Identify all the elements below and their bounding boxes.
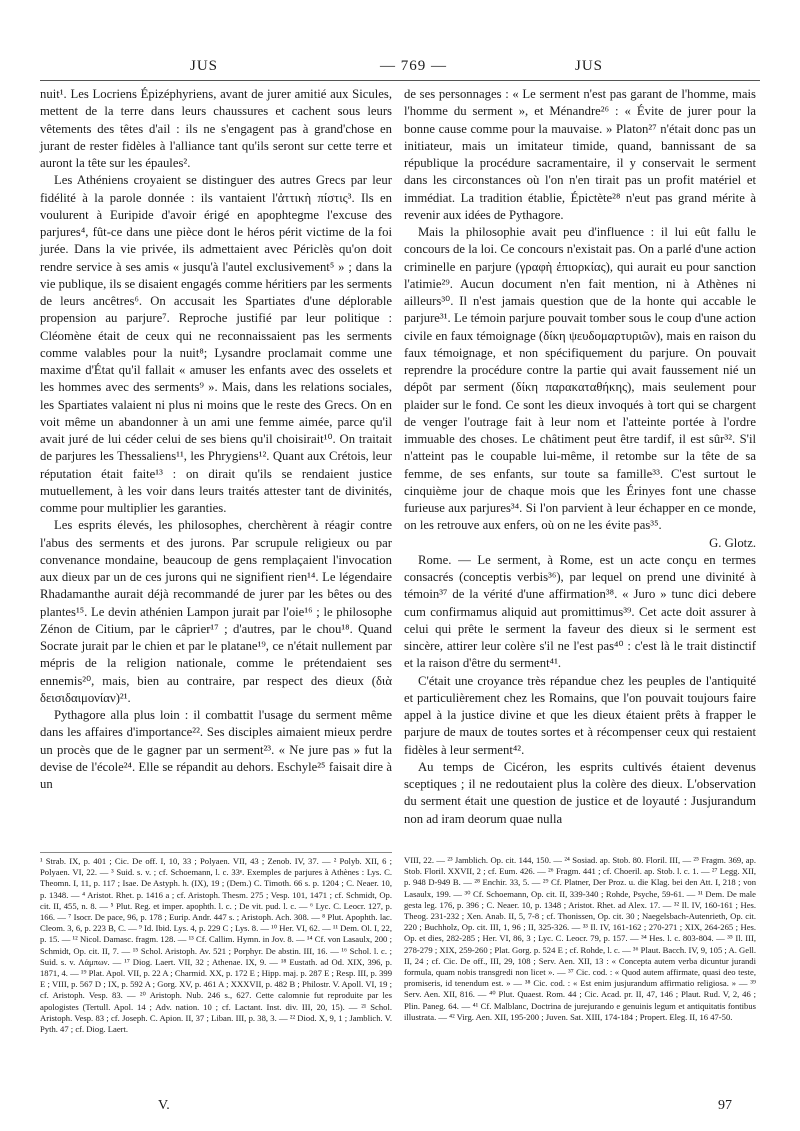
paragraph: nuit¹. Les Locriens Épizéphyriens, avant de jurer amitié aux Sicules, mettent de la terre dans leurs chaussures et cachent sous leurs vêtements des têtes d'ail : ils ne s'engagent pas à grand'chose en jurant de rester fidèles à l'alliance tant qu'ils seront sur cette terre et auront la tête sur les épaules². — [40, 87, 392, 170]
paragraph: Au temps de Cicéron, les esprits cultivés étaient devenus sceptiques ; il ne redoutaient plus la colère des dieux. L'observation du serment était une question de justice et de loyauté : Jusjurandum non ad iram deorum quae nulla — [404, 759, 756, 826]
paragraph: Rome. — Le serment, à Rome, est un acte conçu en termes consacrés (conceptis verbis³⁶), par lequel on prend une divinité à témoin³⁷ de la vérité d'une affirmation³⁸. « Juro » tunc dici debere cum confirmamus aliquid aut promittimus³⁹. Cet acte doit assurer à celui qui prête le serment la faveur des dieux si le serment est sincère, attirer leur colère s'il ne l'est pas⁴⁰ : c'est là le trait distinctif et la raison d'être du serment⁴¹. — [404, 552, 756, 671]
sheet-number: 97 — [718, 1098, 732, 1113]
author-signature: G. Glotz. — [709, 535, 756, 550]
header-left-term: JUS — [190, 58, 219, 74]
right-column — [404, 86, 756, 828]
footnotes-right: VIII, 22. — ²³ Jamblich. Op. cit. 144, 150. — ²⁴ Sosiad. ap. Stob. 80. Floril. III, — ²⁵ Fragm. 369, ap. Stob. Floril. XXVII, 2 ; cf. Eum. 426. — ²⁶ Fragm. 441 ; cf. Choeril. ap. Stob. l. c. 1. — ²⁷ Legg. XII, p. 948 D-949 B. — ²⁸ Enchir. 33, 5. — ²⁹ Cf. Platner, Der Proz. u. die Klag. bei den Att. I, 218 ; von Lasaulx, 199. — ³⁰ Cf. Schoemann, Op. cit. II, 339-340 ; Rohde, Psyche, 59-61. — ³¹ Dem. De male gesta leg. 176, p. 396 ; C. Neaer. 10, p. 1348 ; Aristot. Rhet. ad Alex. 17. — ³² Il. IV, 160-161 ; Hes. Theog. 231-232 ; Xen. Anab. II, 5, 7-8 ; cf. Thonissen, Op. cit. 30 ; Naegelsbach-Autenrieth, Op. cit. 220 ; Buchholz, Op. cit. III, 1, 96 ; II, 325-326. — ³³ Il. IV, 161-162 ; 270-271 ; XIX, 264-265 ; Hes. Op. et dies, 282-285 ; Her. VI, 86, 3 ; Lyc. C. Leocr. 79, p. 157. — ³⁴ Hes. l. c. 803-804. — ³⁵ Il. III, 278-279 ; XIX, 259-260 ; Plat. Gorg. p. 524 E ; cf. Rohde, l. c. — ³⁶ Plaut. Bacch. IV, 9, 105 ; A. Gell. II, 24 ; cf. Cic. De off., III, 29, 108 ; Serv. Aen. XII, 13 : « Concepta autem verba dicuntur jurandi formula, quam nobis transgredi non licet ». — ³⁷ Cic. cod. : « Quod autem affirmate, quasi deo teste, promiseris, id tenendum est. » — ³⁸ Cic. cod. : « Est enim jusjurandum affirmatio religiosa. » — ³⁹ Serv. Aen. XII, 816. — ⁴⁰ Plut. Quaest. Rom. 44 ; Cic. Acad. pr. II, 47, 146 ; Plaut. Rud. V, 2, 46 ; Plin. Paneg. 64. — ⁴¹ Cf. Malblanc, Doctrina de jurejurando e genuinis legum et antiquitatis fontibus illustrata. — ⁴² Virg. Aen. XII, 195-200 ; Juven. Sat. XIII, 174-184 ; Propert. Eleg. II, 16 47-50. — [404, 855, 756, 1022]
running-header — [40, 58, 760, 80]
header-right-term: JUS — [575, 58, 604, 74]
left-column — [40, 86, 392, 793]
paragraph: Les esprits élevés, les philosophes, cherchèrent à réagir contre l'abus des serments et des jurons. Par scrupule religieux ou par convenance mondaine, beaucoup de gens remplaçaient l'invocation aux dieux par un de ces jurons qui ne signifient rien¹⁴. Le légendaire Rhadamanthe aurait déjà recommandé de jurer par les bêtes ou des plantes¹⁵. Le devin athénien Lampon jurait par l'oie¹⁶ ; le philosophe Zénon de Citium, par le câprier¹⁷ ; d'autres, par le chou¹⁸. Quand Socrate jurait par le chien et par le platane¹⁹, ce n'était nullement par mépris de la religion nationale, comme le prétendaient ses ennemis²⁰, mais, bien au contraire, par respect des dieux (διὰ δεισιδαιμονίαν)²¹. — [40, 518, 392, 705]
paragraph: Les Athéniens croyaient se distinguer des autres Grecs par leur fidélité à la parole donnée : ils vantaient l'ἀττικὴ πίστις³. Ils en voulurent à Euripide d'avoir érigé en apophtegme l'excuse des parjures⁴, fût-ce dans une pièce dont le héros périt victime de la foi jurée. Dans la vie privée, ils admettaient avec Périclès qu'on doit rendre service à ses amis « jusqu'à l'autel exclusivement⁵ » ; dans la vie publique, ils se disaient engagés comme héritiers par les serments de leurs ancêtres⁶. On accusait les Spartiates d'une déplorable propension au parjure⁷. Reproche justifié par leur politique : Cléomène était de ceux qui ne reconnaissaient pas les serments comme valables pour la nuit⁸; Lysandre proclamait comme une maxime d'État qu'il fallait « amuser les enfants avec des osselets et les hommes avec des serments⁹ ». Mais, dans les relations sociales, les Spartiates valaient ni plus ni moins que le reste des Grecs. On en voit même un abandonner à un ami une femme aimée, parce qu'il avait juré de lui céder celui de ses biens qu'il choisirait¹⁰. On traitait de parjures les Thessaliens¹¹, les Phrygiens¹². Quant aux Crétois, leur réputation était faite¹³ : on dirait qu'ils se rendaient justice mutuellement, à les voir dans leurs traités attester tant de divinités, comme pour multiplier les garanties. — [40, 173, 392, 515]
paragraph: C'était une croyance très répandue chez les peuples de l'antiquité et particulièrement chez les Romains, que l'on pouvait toujours faire appel à la justice divine et que les dieux étaient prêts à frapper le parjure de maux de toutes sortes et à récompenser ceux qui restaient fidèles à leur serment⁴². — [404, 673, 756, 757]
footnotes-left: ¹ Strab. IX, p. 401 ; Cic. De off. I, 10, 33 ; Polyaen. VII, 43 ; Zenob. IV, 37. — ² Polyb. XII, 6 ; Polyaen. VI, 22. — ³ Suid. s. v. ; cf. Schoemann, l. c. 33ᵉ. Exemples de parjures à Athènes : Lys. C. Theomn. I, 11, p. 117 ; Isae. De Astyph. h. (IX), 19 ; (Dem.) C. Timoth. 66 s. p. 1204 ; C. Neaer. 10, p. 1348. — ⁴ Aristot. Rhet. p. 1416 a ; cf. Aristoph. Thesm. 275 ; Vesp. 101, 1471 ; cf. Schmidt, Op. cit. II, 455, n. 8. — ⁵ Plut. Reg. et imper. apophth. l. c. ; De vit. pud. l. c. — ⁶ Lyc. C. Leocr. 127, p. 166. — ⁷ Isocr. De pace, 96, p. 178 ; Eurip. Andr. 447 s. ; Aristoph. Ach. 308. — ⁸ Plut. Apophth. lac. Cleom. 3, 6, p. 223 B, C. — ⁹ Id. Ibid. Lys. 4, p. 229 C ; Lys. 8. — ¹⁰ Her. VI, 62. — ¹¹ Dem. Ol. I, 22, p. 15. — ¹² Nicol. Damasc. fragm. 128. — ¹³ Cf. Callim. Hymn. in Jov. 8. — ¹⁴ Cf. von Lasaulx, 200 ; Schmidt, Op. cit. II, 7. — ¹⁵ Schol. Aristoph. Av. 521 ; Porphyr. De abstin. III, 16. — ¹⁶ Schol. l. c. ; Suid. s. v. Λάμπων. — ¹⁷ Diog. Laert. VII, 32 ; Athenae. IX, 9. — ¹⁸ Eustath. ad Od. XIX, 396, p. 1871, 4. — ¹⁹ Plat. Apol. VII, p. 22 A ; Charmid. XX, p. 172 E ; Hipp. maj. p. 287 E ; Resp. III, p. 399 E ; VIII, p. 567 D ; IX, p. 592 A ; Gorg. XV, p. 461 A ; XXXVII, p. 482 B ; Philostr. V. Apoll. VI, 19 ; cf. Aristoph. Vesp. 83. — ²⁰ Aristoph. Nub. 246 s., 627. Cette calomnie fut reproduite par les apologistes (Tertull. Apol. 14 ; Adv. nation. 10 ; cf. Lactant. Inst. div. III, 20, 15). — ²¹ Schol. Aristoph. Vesp. 83 ; cf. Joseph. C. Apion. II, 37 ; Liban. III, p. 38, 3. — ²² Diod. X, 9, 1 ; Jamblich. V. Pyth. 47 ; cf. Diog. Laert. — [40, 852, 392, 1035]
header-rule — [40, 80, 760, 81]
paragraph: de ses personnages : « Le serment n'est pas garant de l'homme, mais l'homme du serment », et Ménandre²⁶ : « Évite de jurer pour la bonne cause comme pour la mauvaise. » Platon²⁷ n'était donc pas un initiateur, mais un imitateur timide, quand, bannissant de sa république la procédure sacramentaire, il y conservait le serment dans les circonstances où l'on n'en tirait pas un profit matériel et immédiat. La tradition établie, Épictète²⁸ n'eut pas grand mérite à revenir aux idées de Pythagore. — [404, 87, 756, 222]
paragraph: Pythagore alla plus loin : il combattit l'usage du serment même dans les affaires d'importance²². Ses disciples aimaient mieux perdre un procès que de le gagner par un serment²³. « Ne jure pas » fut la devise de l'école²⁴. Elle se répandit au dehors. Eschyle²⁵ faisait dire à un — [40, 708, 392, 791]
signature-mark: V. — [158, 1098, 170, 1113]
paragraph: Mais la philosophie avait peu d'influence : il lui eût fallu le concours de la loi. Ce concours n'existait pas. On a parlé d'une action criminelle en parjure (γραφὴ ἐπιορκίας), qui aurait eu pour sanction l'atimie²⁹. Aucun document n'en fait mention, ni à Athènes ni ailleurs³⁰. Il n'est jamais question que de la honte qui accable le parjure³¹. Le témoin parjure pouvait tomber sous le coup d'une action civile en faux témoignage (δίκη ψευδομαρτυριῶν), mais en raison du faux témoignage, et non spécifiquement du parjure. On pouvait reprendre la procédure contre la partie qui avait faussement nié un dépôt par serment (δίκη παρακαταθήκης), mais seulement pour plaider sur le fond. Ce sont les dieux invoqués à tort qui se chargent de venger l'outrage fait à leur nom et l'atteinte portée à l'ordre immuable des choses. Le châtiment peut être tardif, il est sûr³². S'il n'atteint pas le coupable lui-même, il retombe sur la tête de sa femme, de ses enfants, sur toute sa famille³³. C'est surtout le cinquième jour de chaque mois que les Érinyes font une chasse furieuse aux parjures³⁴. Si l'on parvient à leur échapper en ce monde, on les retrouve aux enfers, où on ne les évite pas³⁵. — [404, 225, 756, 533]
page-number: — 769 — — [380, 58, 447, 74]
